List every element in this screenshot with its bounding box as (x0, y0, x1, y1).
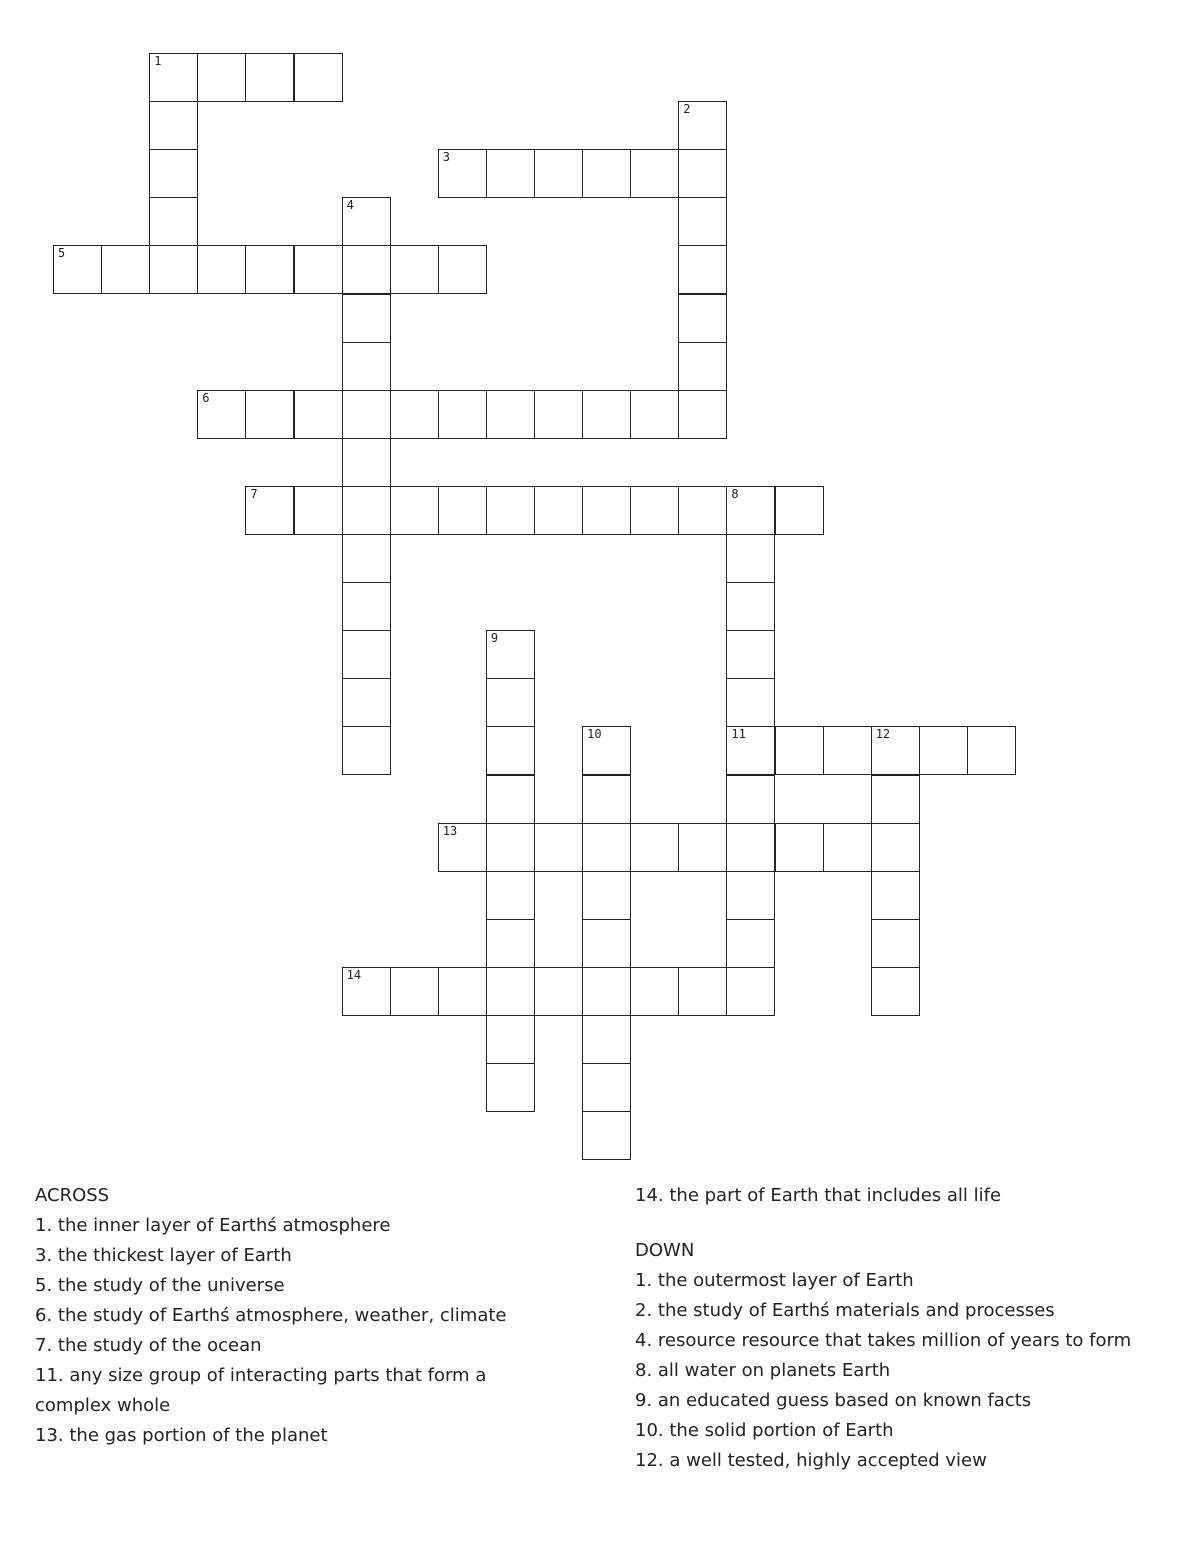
grid-cell[interactable] (871, 871, 920, 920)
grid-cell[interactable] (390, 486, 439, 535)
clues-column-right (635, 1181, 1195, 1476)
down-clue-2: 2. the study of Earthś materials and processes (635, 1300, 1055, 1321)
grid-cell[interactable] (197, 245, 246, 294)
grid-cell[interactable] (823, 823, 872, 872)
grid-cell[interactable] (678, 823, 727, 872)
clue-number: 10 (587, 727, 602, 742)
grid-cell[interactable] (582, 149, 631, 198)
grid-cell[interactable] (438, 149, 487, 198)
grid-cell[interactable] (245, 53, 294, 102)
grid-cell[interactable] (438, 245, 487, 294)
grid-cell[interactable] (486, 486, 535, 535)
grid-cell[interactable] (438, 390, 487, 439)
grid-cell[interactable] (678, 245, 727, 294)
grid-cell[interactable] (245, 390, 294, 439)
grid-cell[interactable] (726, 967, 775, 1016)
down-clue-8: 8. all water on planets Earth (635, 1360, 891, 1381)
grid-cell[interactable] (726, 823, 775, 872)
across-clue-1: 1. the inner layer of Earthś atmosphere (35, 1215, 391, 1236)
grid-cell[interactable] (486, 678, 535, 727)
grid-cell[interactable] (582, 823, 631, 872)
across-heading: ACROSS (35, 1185, 110, 1206)
grid-cell[interactable] (149, 197, 198, 246)
grid-cell[interactable] (245, 486, 294, 535)
grid-cell[interactable] (726, 582, 775, 631)
grid-cell[interactable] (294, 390, 343, 439)
grid-cell[interactable] (678, 390, 727, 439)
grid-cell[interactable] (342, 678, 391, 727)
grid-cell[interactable] (390, 967, 439, 1016)
grid-cell[interactable] (486, 919, 535, 968)
grid-cell[interactable] (871, 823, 920, 872)
grid-cell[interactable] (294, 53, 343, 102)
across-clue-11: 11. any size group of interacting parts that form a complex whole (35, 1365, 487, 1416)
across-clue-5: 5. the study of the universe (35, 1275, 285, 1296)
grid-cell[interactable] (871, 919, 920, 968)
grid-cell[interactable] (101, 245, 150, 294)
grid-cell[interactable] (775, 823, 824, 872)
grid-cell[interactable] (534, 967, 583, 1016)
clue-number: 9 (490, 631, 499, 646)
grid-cell[interactable] (486, 775, 535, 824)
grid-cell[interactable] (534, 486, 583, 535)
grid-cell[interactable] (630, 390, 679, 439)
grid-cell[interactable] (726, 630, 775, 679)
grid-cell[interactable] (726, 534, 775, 583)
grid-cell[interactable] (342, 630, 391, 679)
grid-cell[interactable] (197, 53, 246, 102)
grid-cell[interactable] (871, 726, 920, 775)
grid-cell[interactable] (245, 245, 294, 294)
grid-cell[interactable] (294, 486, 343, 535)
grid-cell[interactable] (871, 967, 920, 1016)
clue-spacer (635, 1211, 1195, 1236)
grid-cell[interactable] (342, 245, 391, 294)
grid-cell[interactable] (342, 534, 391, 583)
grid-cell[interactable] (438, 967, 487, 1016)
grid-cell[interactable] (294, 245, 343, 294)
grid-cell[interactable] (630, 486, 679, 535)
grid-cell[interactable] (342, 342, 391, 391)
grid-cell[interactable] (486, 1015, 535, 1064)
grid-cell[interactable] (726, 486, 775, 535)
grid-cell[interactable] (486, 823, 535, 872)
grid-cell[interactable] (438, 486, 487, 535)
grid-cell[interactable] (534, 149, 583, 198)
clue-number: 8 (731, 486, 739, 501)
grid-cell[interactable] (726, 726, 775, 775)
grid-cell[interactable] (582, 1015, 631, 1064)
grid-cell[interactable] (486, 390, 535, 439)
across-clue-14: 14. the part of Earth that includes all life (635, 1185, 1002, 1206)
across-clue-7: 7. the study of the ocean (35, 1335, 262, 1356)
grid-cell[interactable] (726, 775, 775, 824)
clue-number: 13 (442, 823, 458, 838)
clue-number: 11 (731, 727, 746, 742)
grid-cell[interactable] (342, 486, 391, 535)
grid-cell[interactable] (390, 390, 439, 439)
grid-cell[interactable] (149, 245, 198, 294)
grid-cell[interactable] (342, 390, 391, 439)
grid-cell[interactable] (486, 871, 535, 920)
grid-cell[interactable] (678, 101, 727, 150)
across-clue-6: 6. the study of Earthś atmosphere, weather, climate (35, 1305, 507, 1326)
grid-cell[interactable] (582, 1063, 631, 1112)
grid-cell[interactable] (871, 775, 920, 824)
grid-cell[interactable] (726, 919, 775, 968)
grid-cell[interactable] (53, 245, 102, 294)
grid-cell[interactable] (630, 149, 679, 198)
grid-cell[interactable] (486, 149, 535, 198)
grid-cell[interactable] (582, 1111, 631, 1160)
grid-cell[interactable] (582, 390, 631, 439)
grid-cell[interactable] (342, 197, 391, 246)
grid-cell[interactable] (534, 390, 583, 439)
across-clue-13: 13. the gas portion of the planet (35, 1425, 328, 1446)
down-clue-10: 10. the solid portion of Earth (635, 1420, 894, 1441)
clue-number: 5 (58, 246, 66, 261)
grid-cell[interactable] (342, 967, 391, 1016)
grid-cell[interactable] (486, 967, 535, 1016)
grid-cell[interactable] (149, 53, 198, 102)
clue-number: 1 (154, 54, 162, 68)
grid-cell[interactable] (678, 197, 727, 246)
grid-cell[interactable] (582, 919, 631, 968)
grid-cell[interactable] (919, 726, 968, 775)
clue-number: 14 (346, 967, 362, 982)
grid-cell[interactable] (726, 871, 775, 920)
grid-cell[interactable] (678, 294, 727, 343)
clue-number: 3 (442, 150, 451, 165)
down-clue-1: 1. the outermost layer of Earth (635, 1270, 914, 1291)
grid-cell[interactable] (630, 823, 679, 872)
grid-cell[interactable] (390, 245, 439, 294)
grid-cell[interactable] (726, 678, 775, 727)
clues-column-left (35, 1181, 535, 1451)
grid-cell[interactable] (149, 149, 198, 198)
grid-cell[interactable] (823, 726, 872, 775)
down-clue-12: 12. a well tested, highly accepted view (635, 1450, 987, 1471)
grid-cell[interactable] (534, 823, 583, 872)
grid-cell[interactable] (678, 149, 727, 198)
grid-cell[interactable] (438, 823, 487, 872)
grid-cell[interactable] (967, 726, 1016, 775)
grid-cell[interactable] (486, 1063, 535, 1112)
grid-cell[interactable] (775, 486, 824, 535)
clue-number: 2 (683, 102, 691, 117)
grid-cell[interactable] (342, 438, 391, 487)
grid-cell[interactable] (582, 775, 631, 824)
grid-cell[interactable] (678, 342, 727, 391)
grid-cell[interactable] (149, 101, 198, 150)
grid-cell[interactable] (342, 294, 391, 343)
grid-cell[interactable] (582, 486, 631, 535)
clue-number: 6 (202, 390, 210, 405)
grid-cell[interactable] (486, 630, 535, 679)
grid-cell[interactable] (486, 726, 535, 775)
across-clue-3: 3. the thickest layer of Earth (35, 1245, 292, 1266)
grid-cell[interactable] (582, 967, 631, 1016)
down-heading: DOWN (635, 1240, 695, 1261)
grid-cell[interactable] (678, 486, 727, 535)
down-clue-9: 9. an educated guess based on known facts (635, 1390, 1032, 1411)
clue-number: 7 (250, 486, 258, 501)
down-clue-4: 4. resource resource that takes million of years to form (635, 1330, 1132, 1351)
grid-cell[interactable] (197, 390, 246, 439)
grid-cell[interactable] (630, 967, 679, 1016)
grid-cell[interactable] (582, 871, 631, 920)
grid-cell[interactable] (342, 582, 391, 631)
grid-cell[interactable] (678, 967, 727, 1016)
grid-cell[interactable] (582, 726, 631, 775)
clue-number: 4 (346, 198, 354, 213)
grid-cell[interactable] (775, 726, 824, 775)
clue-number: 12 (875, 727, 891, 742)
grid-cell[interactable] (342, 726, 391, 775)
